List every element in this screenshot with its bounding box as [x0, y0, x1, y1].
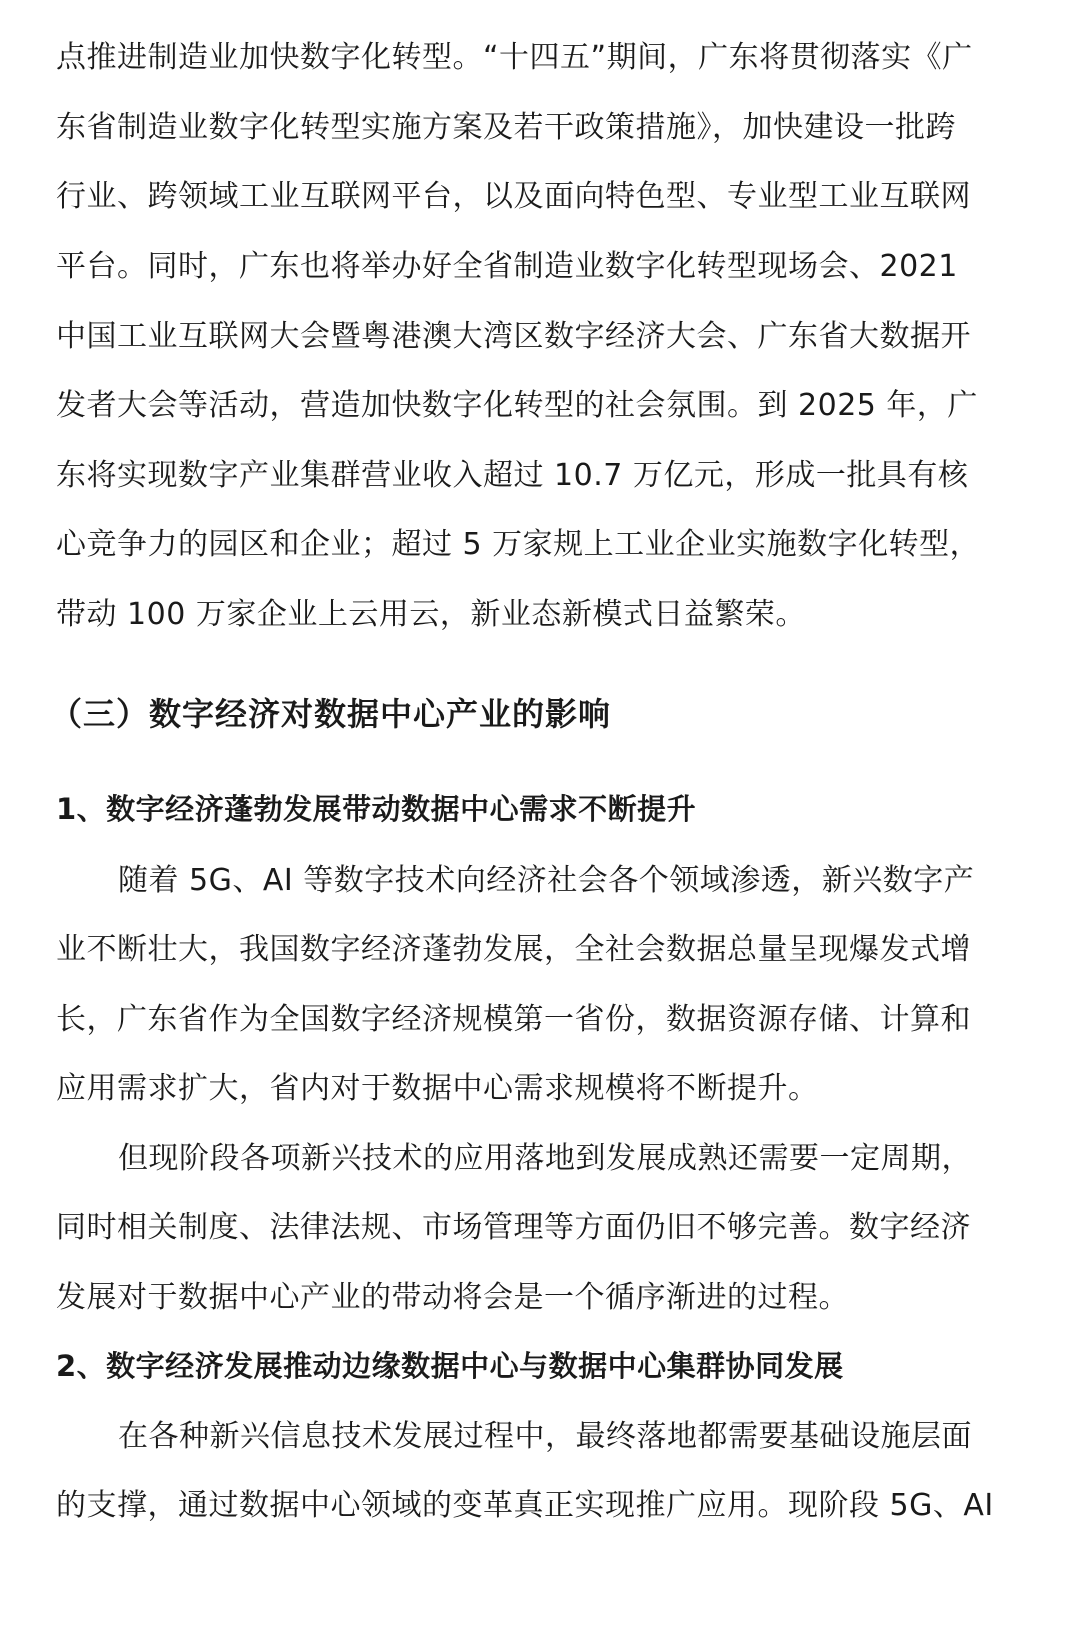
paragraph-line: 平台。同时，广东也将举办好全省制造业数字化转型现场会、2021 [56, 249, 958, 284]
paragraph-line: 随着 5G、AI 等数字技术向经济社会各个领域渗透，新兴数字产 [118, 863, 975, 898]
paragraph-line: 东将实现数字产业集群营业收入超过 10.7 万亿元，形成一批具有核 [56, 458, 969, 493]
subsection-heading: 1、数字经济蓬勃发展带动数据中心需求不断提升 [56, 792, 697, 826]
paragraph-line: 中国工业互联网大会暨粤港澳大湾区数字经济大会、广东省大数据开 [56, 319, 971, 354]
subsection-heading: 2、数字经济发展推动边缘数据中心与数据中心集群协同发展 [56, 1349, 844, 1383]
paragraph-line: 在各种新兴信息技术发展过程中，最终落地都需要基础设施层面 [118, 1419, 972, 1454]
paragraph-line: 应用需求扩大，省内对于数据中心需求规模将不断提升。 [56, 1071, 819, 1106]
paragraph-line: 发展对于数据中心产业的带动将会是一个循序渐进的过程。 [56, 1280, 849, 1315]
paragraph-line: 长，广东省作为全国数字经济规模第一省份，数据资源存储、计算和 [56, 1002, 971, 1037]
paragraph-line: 带动 100 万家企业上云用云，新业态新模式日益繁荣。 [56, 597, 806, 632]
paragraph-line: 东省制造业数字化转型实施方案及若干政策措施》，加快建设一批跨 [56, 110, 956, 145]
section-heading: （三）数字经济对数据中心产业的影响 [50, 695, 612, 733]
paragraph-line: 的支撑，通过数据中心领域的变革真正实现推广应用。现阶段 5G、AI [56, 1488, 994, 1523]
paragraph-line: 点推进制造业加快数字化转型。“十四五”期间，广东将贯彻落实《广 [56, 40, 973, 75]
paragraph-line: 业不断壮大，我国数字经济蓬勃发展，全社会数据总量呈现爆发式增 [56, 932, 971, 967]
paragraph-line: 心竞争力的园区和企业；超过 5 万家规上工业企业实施数字化转型， [56, 527, 981, 562]
paragraph-line: 发者大会等活动，营造加快数字化转型的社会氛围。到 2025 年，广 [56, 388, 978, 423]
paragraph-line: 但现阶段各项新兴技术的应用落地到发展成熟还需要一定周期， [118, 1141, 972, 1176]
paragraph-line: 行业、跨领域工业互联网平台，以及面向特色型、专业型工业互联网 [56, 179, 971, 214]
paragraph-line: 同时相关制度、法律法规、市场管理等方面仍旧不够完善。数字经济 [56, 1210, 971, 1245]
